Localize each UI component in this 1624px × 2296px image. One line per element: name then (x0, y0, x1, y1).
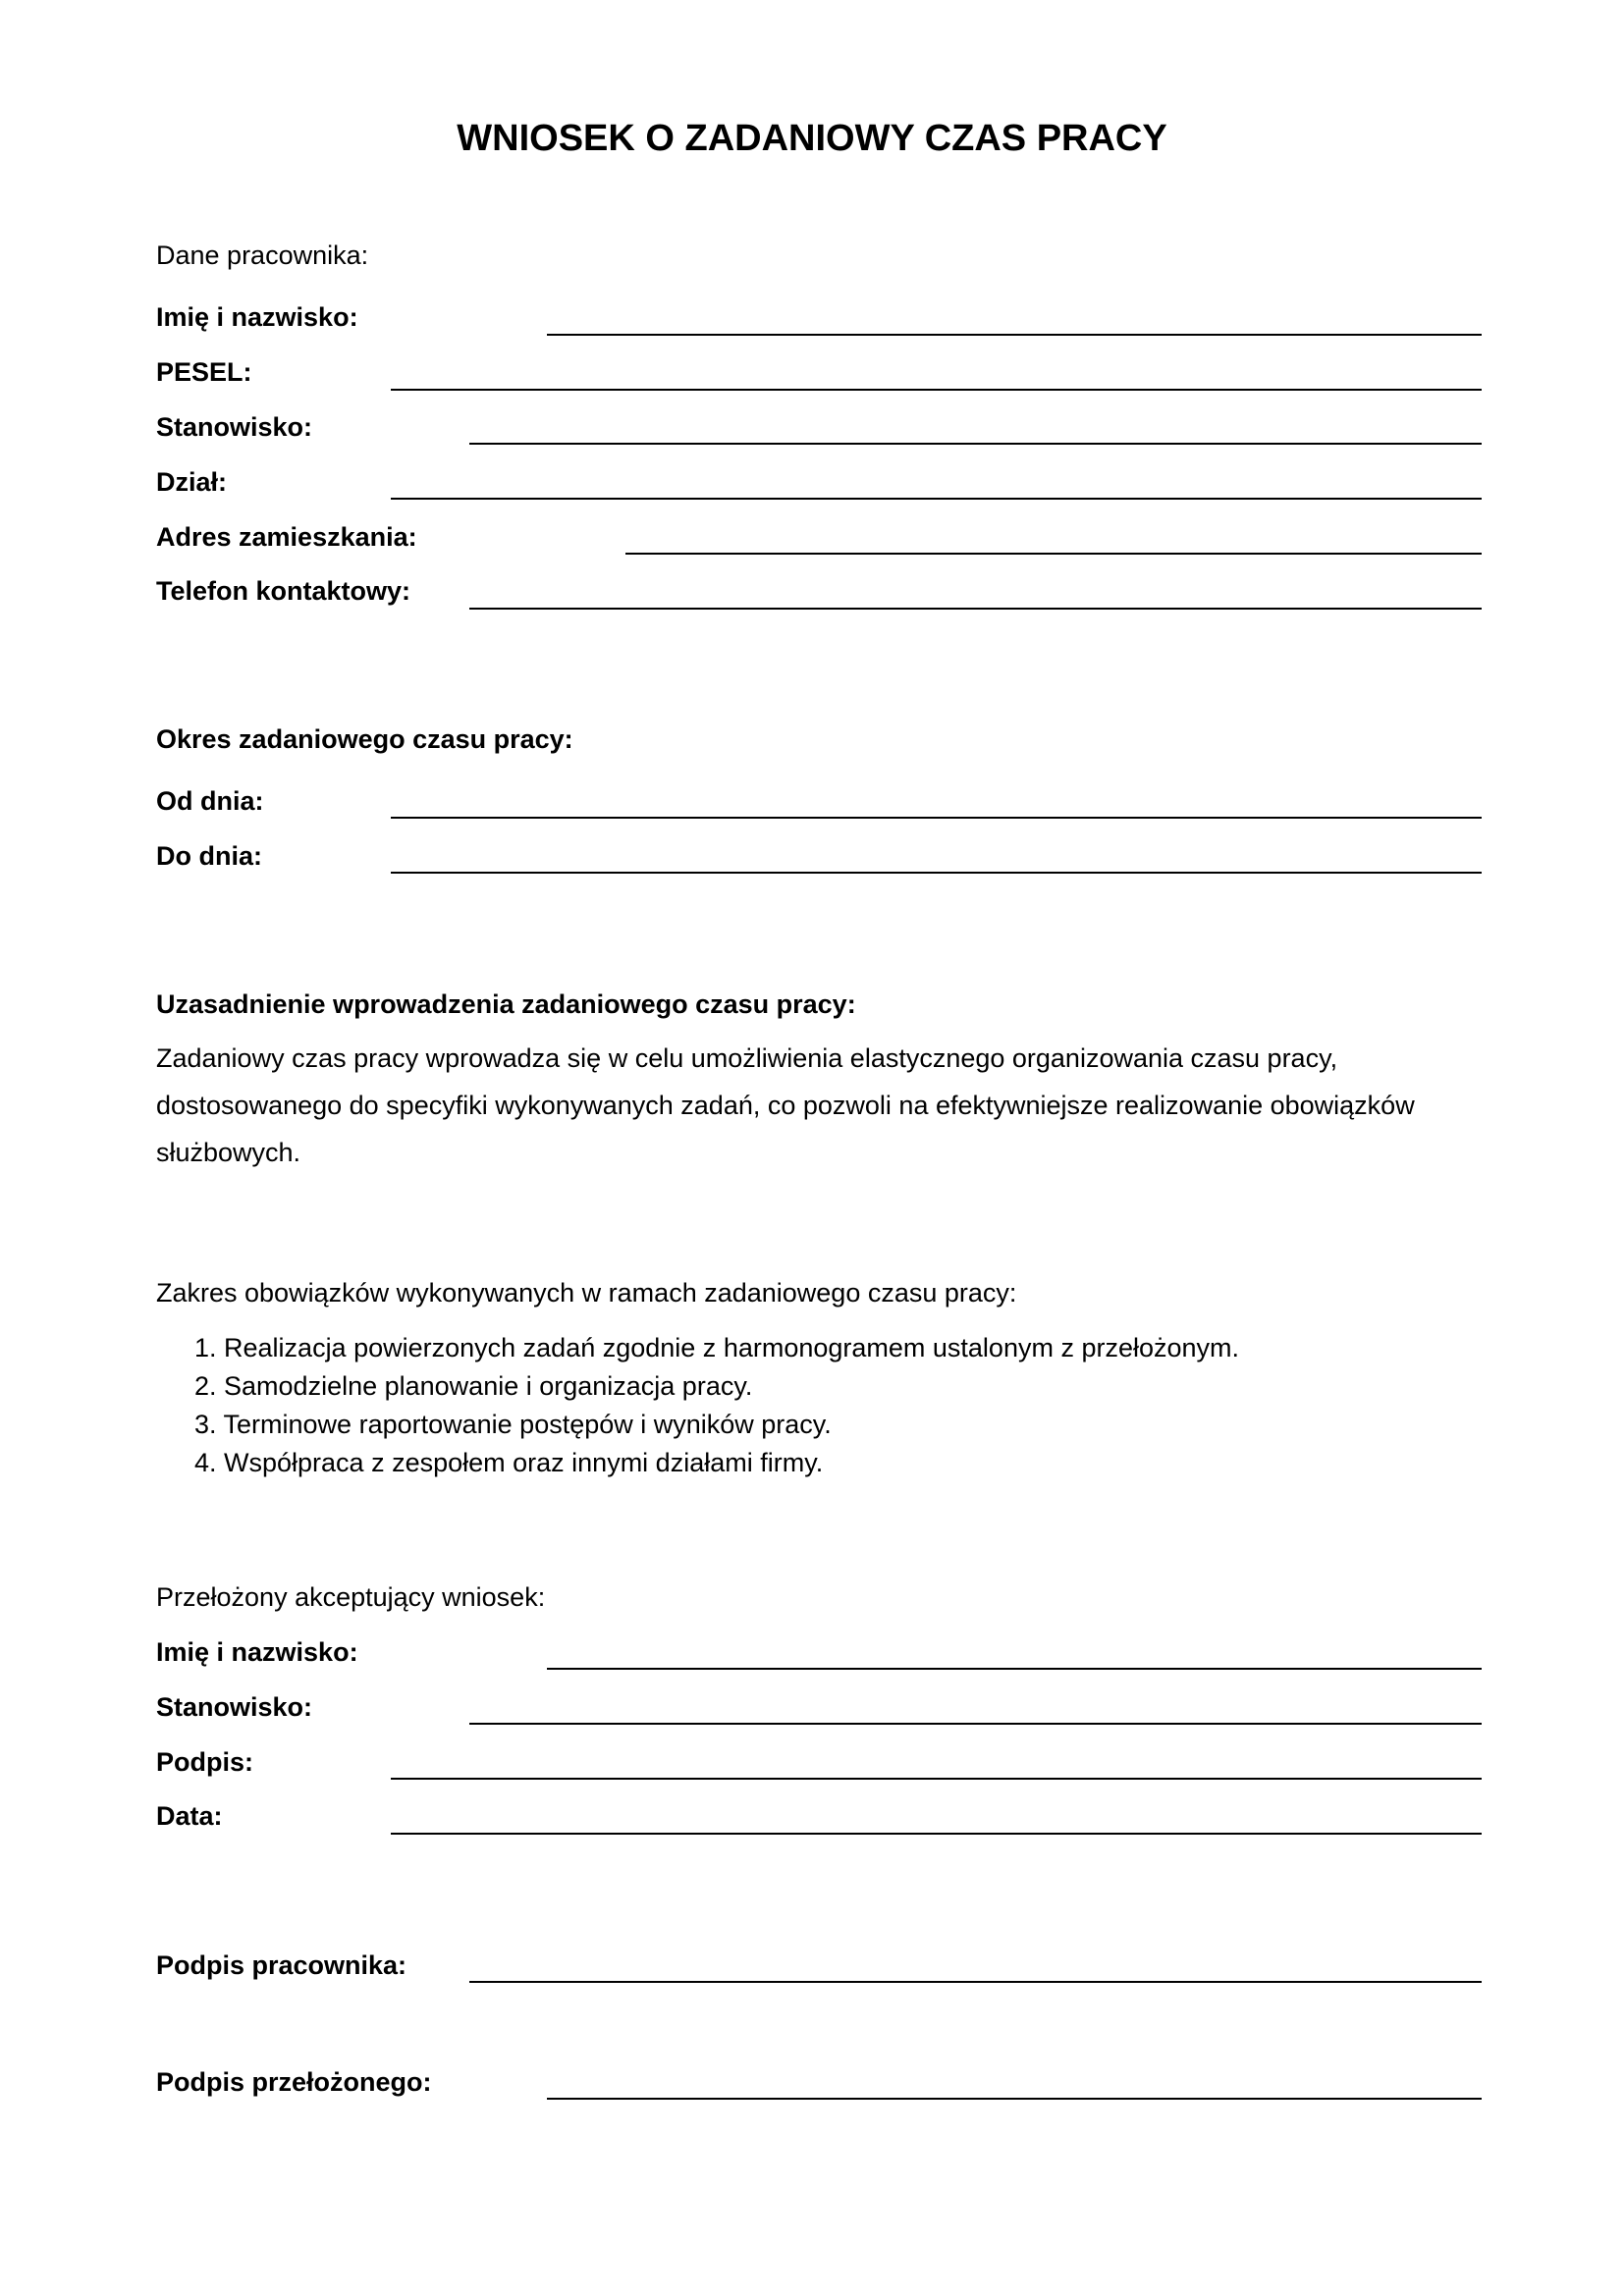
justification-line: Zadaniowy czas pracy wprowadza się w celu umożliwienia elastycznego organizowania czasu pracy, (156, 1043, 1338, 1073)
duty-item: 3. Terminowe raportowanie postępów i wyników pracy. (194, 1410, 832, 1439)
employee-signature-field[interactable] (469, 1981, 1482, 1983)
employee-pesel-label: PESEL: (156, 357, 252, 387)
employee-phone-label: Telefon kontaktowy: (156, 576, 411, 606)
employee-name-label: Imię i nazwisko: (156, 302, 358, 332)
justification-text (156, 1035, 1491, 1176)
employee-address-field[interactable] (625, 553, 1482, 555)
period-to-field[interactable] (391, 872, 1482, 874)
period-from-field[interactable] (391, 817, 1482, 819)
duties-heading: Zakres obowiązków wykonywanych w ramach zadaniowego czasu pracy: (156, 1278, 1017, 1308)
employee-address-label: Adres zamieszkania: (156, 522, 417, 552)
supervisor-name-field[interactable] (547, 1668, 1482, 1670)
supervisor-position-field[interactable] (469, 1723, 1482, 1725)
justification-line: dostosowanego do specyfiki wykonywanych zadań, co pozwoli na efektywniejsze realizowanie obowiązków (156, 1091, 1415, 1120)
period-to-label: Do dnia: (156, 841, 262, 871)
supervisor-signature-label: Podpis: (156, 1747, 253, 1777)
supervisor-final-signature-label: Podpis przełożonego: (156, 2067, 432, 2097)
justification-line: służbowych. (156, 1138, 301, 1167)
supervisor-section-heading: Przełożony akceptujący wniosek: (156, 1582, 546, 1612)
justification-heading: Uzasadnienie wprowadzenia zadaniowego czasu pracy: (156, 989, 856, 1019)
duty-item: 1. Realizacja powierzonych zadań zgodnie z harmonogramem ustalonym z przełożonym. (194, 1333, 1240, 1362)
employee-position-field[interactable] (469, 443, 1482, 445)
duty-item: 2. Samodzielne planowanie i organizacja pracy. (194, 1371, 753, 1401)
duty-item: 4. Współpraca z zespołem oraz innymi działami firmy. (194, 1448, 824, 1477)
supervisor-position-label: Stanowisko: (156, 1692, 313, 1722)
supervisor-date-field[interactable] (391, 1833, 1482, 1835)
employee-signature-label: Podpis pracownika: (156, 1950, 407, 1980)
employee-section-heading: Dane pracownika: (156, 240, 369, 270)
employee-pesel-field[interactable] (391, 389, 1482, 391)
supervisor-name-label: Imię i nazwisko: (156, 1637, 358, 1667)
period-section-heading: Okres zadaniowego czasu pracy: (156, 724, 573, 754)
employee-department-field[interactable] (391, 498, 1482, 500)
supervisor-date-label: Data: (156, 1801, 223, 1831)
duties-list (194, 1329, 1239, 1482)
supervisor-signature-field[interactable] (391, 1778, 1482, 1780)
employee-department-label: Dział: (156, 467, 228, 497)
employee-phone-field[interactable] (469, 608, 1482, 610)
employee-position-label: Stanowisko: (156, 412, 313, 442)
employee-name-field[interactable] (547, 334, 1482, 336)
supervisor-final-signature-field[interactable] (547, 2098, 1482, 2100)
period-from-label: Od dnia: (156, 786, 264, 816)
document-title: WNIOSEK O ZADANIOWY CZAS PRACY (457, 118, 1167, 159)
